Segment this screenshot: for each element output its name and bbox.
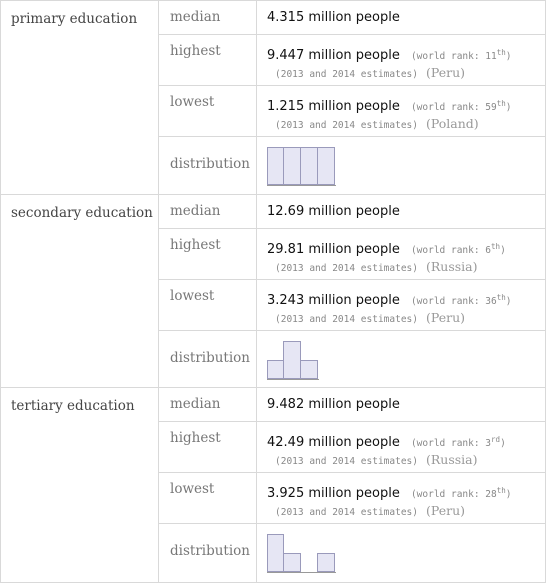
lowest-value-cell bbox=[257, 86, 545, 136]
highest-estimate-line bbox=[275, 62, 465, 81]
histogram-axis bbox=[267, 185, 336, 186]
lowest-value-cell bbox=[257, 280, 545, 330]
category-group bbox=[1, 387, 545, 582]
category-label: primary education bbox=[1, 1, 159, 194]
distribution-row bbox=[159, 523, 545, 582]
median-value-cell bbox=[257, 388, 545, 421]
world-rank bbox=[410, 241, 506, 256]
histogram-axis bbox=[267, 379, 319, 380]
distribution-value-cell bbox=[257, 137, 545, 194]
estimate-note: (2013 and 2014 estimates) bbox=[275, 456, 418, 467]
world-rank bbox=[410, 47, 512, 62]
world-rank-close: ) bbox=[505, 489, 512, 500]
world-rank-prefix: (world rank: 28 bbox=[410, 489, 497, 500]
highest-label: highest bbox=[159, 229, 257, 279]
lowest-label: lowest bbox=[159, 473, 257, 523]
median-value: 4.315 million people bbox=[267, 10, 400, 25]
world-rank-suffix: th bbox=[491, 241, 501, 251]
world-rank bbox=[410, 485, 512, 500]
world-rank bbox=[410, 434, 506, 449]
world-rank-close: ) bbox=[505, 51, 512, 62]
estimate-note: (2013 and 2014 estimates) bbox=[275, 69, 418, 80]
median-label: median bbox=[159, 195, 257, 228]
country-name: (Russia) bbox=[426, 259, 478, 274]
median-value-cell bbox=[257, 1, 545, 34]
highest-estimate-line bbox=[275, 449, 478, 468]
distribution-row bbox=[159, 330, 545, 388]
world-rank-suffix: th bbox=[496, 98, 506, 108]
country-name: (Russia) bbox=[426, 452, 478, 467]
lowest-line bbox=[267, 482, 512, 501]
lowest-label: lowest bbox=[159, 86, 257, 136]
lowest-label: lowest bbox=[159, 280, 257, 330]
histogram-bar bbox=[267, 360, 284, 379]
country-name: (Peru) bbox=[426, 65, 466, 80]
estimate-note: (2013 and 2014 estimates) bbox=[275, 507, 418, 518]
lowest-value: 1.215 million people bbox=[267, 99, 400, 114]
world-rank-suffix: rd bbox=[491, 434, 501, 444]
highest-value: 42.49 million people bbox=[267, 435, 400, 450]
histogram-bar bbox=[300, 147, 318, 185]
lowest-value: 3.925 million people bbox=[267, 486, 400, 501]
distribution-histogram bbox=[267, 137, 336, 187]
world-rank-prefix: (world rank: 36 bbox=[410, 296, 497, 307]
highest-row bbox=[159, 34, 545, 85]
estimate-note: (2013 and 2014 estimates) bbox=[275, 263, 418, 274]
highest-line bbox=[267, 238, 506, 257]
histogram-bar bbox=[283, 553, 301, 572]
world-rank-suffix: th bbox=[496, 47, 506, 57]
lowest-estimate-line bbox=[275, 500, 465, 519]
world-rank-prefix: (world rank: 6 bbox=[410, 245, 492, 256]
distribution-row bbox=[159, 136, 545, 194]
country-name: (Peru) bbox=[426, 310, 466, 325]
median-value-cell bbox=[257, 195, 545, 228]
highest-row bbox=[159, 421, 545, 472]
highest-value-cell bbox=[257, 422, 545, 472]
lowest-value: 3.243 million people bbox=[267, 293, 400, 308]
lowest-estimate-line bbox=[275, 113, 479, 132]
distribution-label: distribution bbox=[159, 331, 257, 388]
country-name: (Peru) bbox=[426, 503, 466, 518]
median-row bbox=[159, 195, 545, 228]
highest-label: highest bbox=[159, 35, 257, 85]
world-rank-prefix: (world rank: 59 bbox=[410, 102, 497, 113]
highest-row bbox=[159, 228, 545, 279]
distribution-histogram bbox=[267, 331, 319, 381]
histogram-bar bbox=[267, 147, 284, 185]
world-rank-close: ) bbox=[505, 296, 512, 307]
histogram-bar bbox=[317, 553, 335, 572]
lowest-row bbox=[159, 279, 545, 330]
highest-value-cell bbox=[257, 229, 545, 279]
world-rank bbox=[410, 292, 512, 307]
lowest-value-cell bbox=[257, 473, 545, 523]
highest-value: 29.81 million people bbox=[267, 242, 400, 257]
histogram-bar bbox=[283, 341, 301, 379]
world-rank bbox=[410, 98, 512, 113]
world-rank-close: ) bbox=[500, 245, 506, 256]
lowest-estimate-line bbox=[275, 307, 465, 326]
median-label: median bbox=[159, 388, 257, 421]
highest-line bbox=[267, 44, 512, 63]
category-label: secondary education bbox=[1, 195, 159, 387]
median-value: 9.482 million people bbox=[267, 397, 400, 412]
median-value: 12.69 million people bbox=[267, 204, 400, 219]
median-row bbox=[159, 1, 545, 34]
category-group bbox=[1, 194, 545, 387]
world-rank-prefix: (world rank: 11 bbox=[410, 51, 497, 62]
distribution-histogram bbox=[267, 524, 336, 574]
distribution-label: distribution bbox=[159, 137, 257, 194]
country-name: (Poland) bbox=[426, 116, 479, 131]
lowest-line bbox=[267, 95, 512, 114]
estimate-note: (2013 and 2014 estimates) bbox=[275, 314, 418, 325]
median-row bbox=[159, 388, 545, 421]
lowest-row bbox=[159, 85, 545, 136]
histogram-bar bbox=[300, 360, 318, 379]
highest-estimate-line bbox=[275, 256, 478, 275]
distribution-value-cell bbox=[257, 331, 545, 388]
world-rank-prefix: (world rank: 3 bbox=[410, 438, 492, 449]
world-rank-suffix: th bbox=[496, 485, 506, 495]
histogram-axis bbox=[267, 572, 336, 573]
category-label: tertiary education bbox=[1, 388, 159, 582]
histogram-bar bbox=[267, 534, 284, 572]
histogram-bar bbox=[283, 147, 301, 185]
distribution-label: distribution bbox=[159, 524, 257, 582]
median-label: median bbox=[159, 1, 257, 34]
estimate-note: (2013 and 2014 estimates) bbox=[275, 120, 418, 131]
highest-label: highest bbox=[159, 422, 257, 472]
highest-line bbox=[267, 431, 506, 450]
highest-value: 9.447 million people bbox=[267, 48, 400, 63]
lowest-row bbox=[159, 472, 545, 523]
world-rank-close: ) bbox=[500, 438, 506, 449]
distribution-value-cell bbox=[257, 524, 545, 582]
histogram-bar bbox=[317, 147, 335, 185]
category-group bbox=[1, 1, 545, 194]
world-rank-suffix: th bbox=[496, 292, 506, 302]
world-rank-close: ) bbox=[505, 102, 512, 113]
lowest-line bbox=[267, 289, 512, 308]
highest-value-cell bbox=[257, 35, 545, 85]
